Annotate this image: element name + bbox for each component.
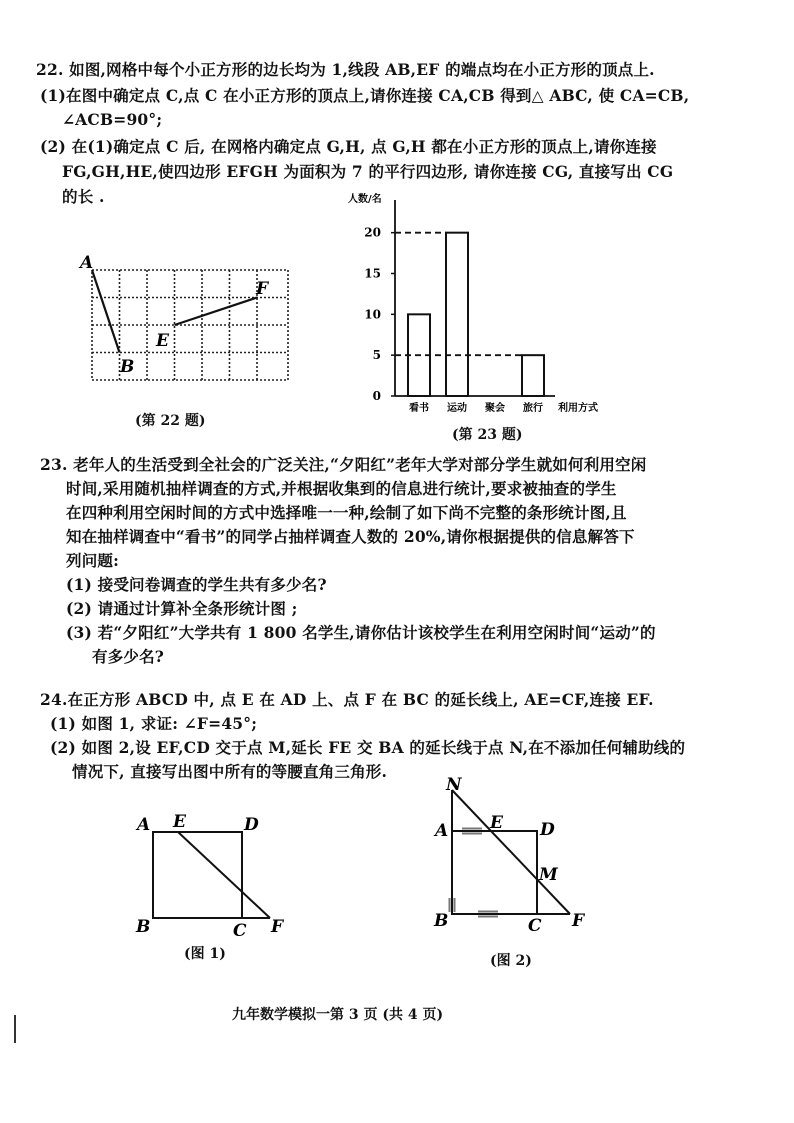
scan-margin-mark [14,1015,16,1043]
x-category-label-0: 看书 [409,403,429,414]
y-tick-label-0: 0 [372,389,381,403]
q23-line-6: (1) 接受问卷调查的学生共有多少名? [66,575,327,594]
fig1-label-a: A [137,815,151,835]
fig1-label-f: F [271,917,284,937]
line-ef-fig1 [178,832,270,918]
x-category-label-2: 聚会 [485,403,505,414]
q23-line-4: 知在抽样调查中“看书”的同学占抽样调查人数的 20%,请你根据提供的信息解答下 [66,527,635,546]
x-category-label-3: 旅行 [523,403,543,414]
y-tick-label-10: 10 [364,307,381,322]
figure-1-caption: (图 1) [184,946,226,962]
segment-ab [92,270,120,353]
bar-chart-23 [340,190,620,420]
y-tick-label-15: 15 [364,266,381,281]
fig1-label-e: E [173,812,186,832]
x-category-label-1: 运动 [447,403,467,414]
y-tick-label-20: 20 [364,225,381,240]
fig2-label-n: N [446,775,462,795]
q22-line-5: FG,GH,HE,使四边形 EFGH 为面积为 7 的平行四边形, 请你连接 CG, 直接写出 CG [62,162,674,181]
bar-3 [522,355,544,396]
q22-line-3: ∠ACB=90°; [62,110,163,129]
geometry-figure-2 [430,776,600,936]
q24-line-1: 24.在正方形 ABCD 中, 点 E 在 AD 上、点 F 在 BC 的延长线上, AE=CF,连接 EF. [40,690,654,709]
q23-line-7: (2) 请通过计算补全条形统计图 ; [66,599,298,618]
segment-ef [175,298,258,326]
q22-line-1: 22. 如图,网格中每个小正方形的边长均为 1,线段 AB,EF 的端点均在小正方形的顶点上. [36,60,655,79]
equal-marks-fig2 [450,829,499,917]
q23-line-9: 有多少名? [92,647,165,666]
fig2-label-d: D [540,820,555,840]
bar-1 [446,233,468,396]
grid-figure-22 [80,252,300,382]
square-abcd-fig1 [153,832,242,918]
square-abcd-fig2 [452,831,537,914]
grid-label-e: E [156,331,169,351]
q23-line-2: 时间,采用随机抽样调查的方式,并根据收集到的信息进行统计,要求被抽查的学生 [66,479,617,498]
fig2-label-e: E [490,813,503,833]
q22-line-6: 的长 . [62,187,105,206]
q24-line-4: 情况下, 直接写出图中所有的等腰直角三角形. [72,762,388,781]
page-footer: 九年数学模拟一第 3 页 (共 4 页) [232,1007,444,1023]
fig1-label-d: D [244,815,259,835]
grid-label-b: B [120,357,135,377]
grid-label-f: F [256,279,269,299]
q23-line-8: (3) 若“夕阳红”大学共有 1 800 名学生,请你估计该校学生在利用空闲时间“运动”的 [66,623,656,642]
q22-line-4: (2) 在(1)确定点 C 后, 在网格内确定点 G,H, 点 G,H 都在小正方形的顶点上,请你连接 [40,137,657,156]
geometry-figure-1 [130,808,300,941]
q24-line-2: (1) 如图 1, 求证: ∠F=45°; [50,714,258,733]
q23-line-3: 在四种利用空闲时间的方式中选择唯一一种,绘制了如下尚不完整的条形统计图,且 [66,503,627,522]
fig1-label-b: B [136,917,151,937]
q23-line-5: 列问题: [66,551,120,570]
chart-y-axis-label: 人数/名 [348,194,382,205]
fig2-label-a: A [435,821,449,841]
fig1-label-c: C [233,921,247,941]
figure-2-caption: (图 2) [490,953,532,969]
fig2-label-f: F [572,911,585,931]
chart-x-axis-label: 利用方式 [558,403,598,414]
fig2-label-c: C [528,916,542,936]
figure-23-caption: (第 23 题) [452,427,523,443]
fig2-label-m: M [539,865,558,885]
q23-line-1: 23. 老年人的生活受到全社会的广泛关注,“夕阳红”老年大学对部分学生就如何利用空闲 [40,455,647,474]
fig2-label-b: B [434,911,449,931]
line-nf-fig2 [452,790,570,914]
q22-line-2: (1)在图中确定点 C,点 C 在小正方形的顶点上,请你连接 CA,CB 得到△ ABC, 使 CA=CB, [40,86,690,105]
figure-22-caption: (第 22 题) [135,413,206,429]
y-tick-label-5: 5 [372,348,381,363]
grid-label-a: A [80,253,94,273]
q24-line-3: (2) 如图 2,设 EF,CD 交于点 M,延长 FE 交 BA 的延长线于点 N,在不添加任何辅助线的 [50,738,686,757]
